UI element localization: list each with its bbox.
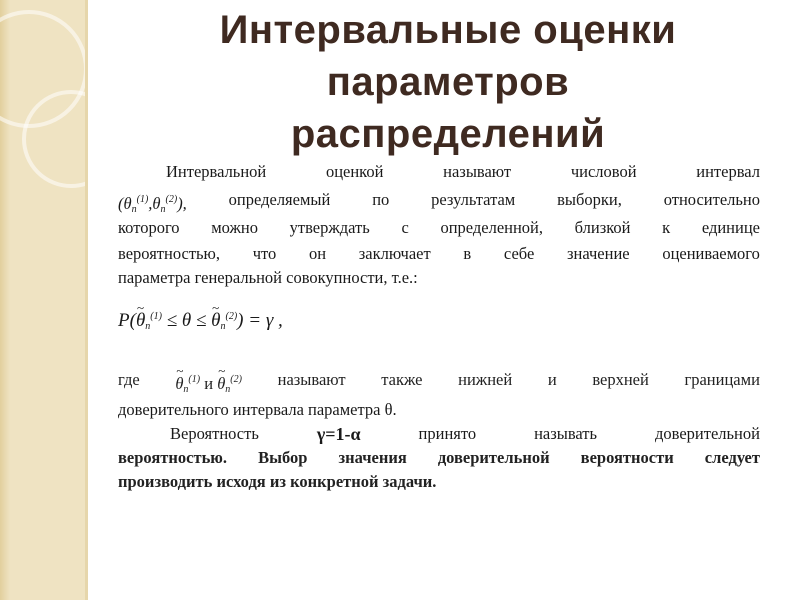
word: значение (566, 244, 630, 263)
word: по (372, 190, 390, 209)
word: называть (534, 424, 598, 443)
word: принято (418, 424, 477, 443)
word: заключает (358, 244, 431, 263)
word: определенной, (440, 218, 544, 237)
word: себе (503, 244, 535, 263)
word: близкой (574, 218, 631, 237)
word: вероятностью, (118, 244, 221, 263)
word: оцениваемого (662, 244, 760, 263)
word: называют (443, 162, 512, 181)
decorative-sidebar (0, 0, 88, 600)
p1-line-4 (118, 242, 760, 266)
confidence-formula: γ=1-α (316, 424, 361, 444)
probability-formula: P(~ $\theta_n^{(1)} \le \theta$ ≤ ~ $\theta_n^{(2)}) = \gamma$ , (118, 302, 760, 332)
p1-line-3 (118, 216, 760, 240)
word: что (252, 244, 277, 263)
title-line-3: распределений (290, 112, 606, 156)
word: следует (704, 448, 760, 467)
slide-title (168, 4, 728, 160)
word: Вероятность (170, 424, 259, 443)
word: единице (701, 218, 760, 237)
word: к (662, 218, 671, 237)
word: Выбор (258, 448, 308, 467)
p1-line-2 (118, 188, 760, 215)
word: утверждать (289, 218, 370, 237)
word: также (381, 370, 423, 389)
word: вероятностью. (118, 448, 228, 467)
word: он (308, 244, 327, 263)
word: вероятности (580, 448, 674, 467)
word: значения (338, 448, 407, 467)
word: где (118, 370, 140, 389)
word: оценкой (325, 162, 384, 181)
p1-line-5: параметра генеральной совокупности, т.е.: (118, 268, 418, 287)
word: доверительной (437, 448, 550, 467)
p3-line-1 (118, 422, 760, 446)
interval-notation: $(\theta_n^{(1)},\theta_n^{(2)})$, (118, 194, 187, 215)
word: границами (684, 370, 760, 389)
word: доверительной (655, 424, 760, 443)
word: нижней (458, 370, 513, 389)
word: называют (277, 370, 346, 389)
word: выборки, (557, 190, 622, 209)
word: числовой (570, 162, 637, 181)
p3-line-2 (118, 446, 760, 470)
title-line-2: параметров (326, 60, 570, 104)
p1-line-1 (118, 160, 760, 184)
title-line-1: Интервальные оценки (219, 8, 677, 52)
p3-line-3: производить исходя из конкретной задачи. (118, 472, 437, 491)
word: интервал (696, 162, 760, 181)
word: определяемый (228, 190, 331, 209)
word: в (463, 244, 472, 263)
word: которого (118, 218, 180, 237)
word: верхней (592, 370, 649, 389)
lower-bound-symbol: ~ $\theta_n^{(1)}$ и ~ $\theta_n^{(2)}$ (175, 368, 242, 392)
word: можно (211, 218, 258, 237)
word: Интервальной (166, 162, 267, 181)
sidebar-edge (85, 0, 88, 600)
word: результатам (431, 190, 516, 209)
word: с (401, 218, 409, 237)
p2-line-1 (118, 368, 760, 395)
p2-line-2: доверительного интервала параметра θ. (118, 400, 397, 419)
word: и (547, 370, 557, 389)
word: относительно (663, 190, 760, 209)
